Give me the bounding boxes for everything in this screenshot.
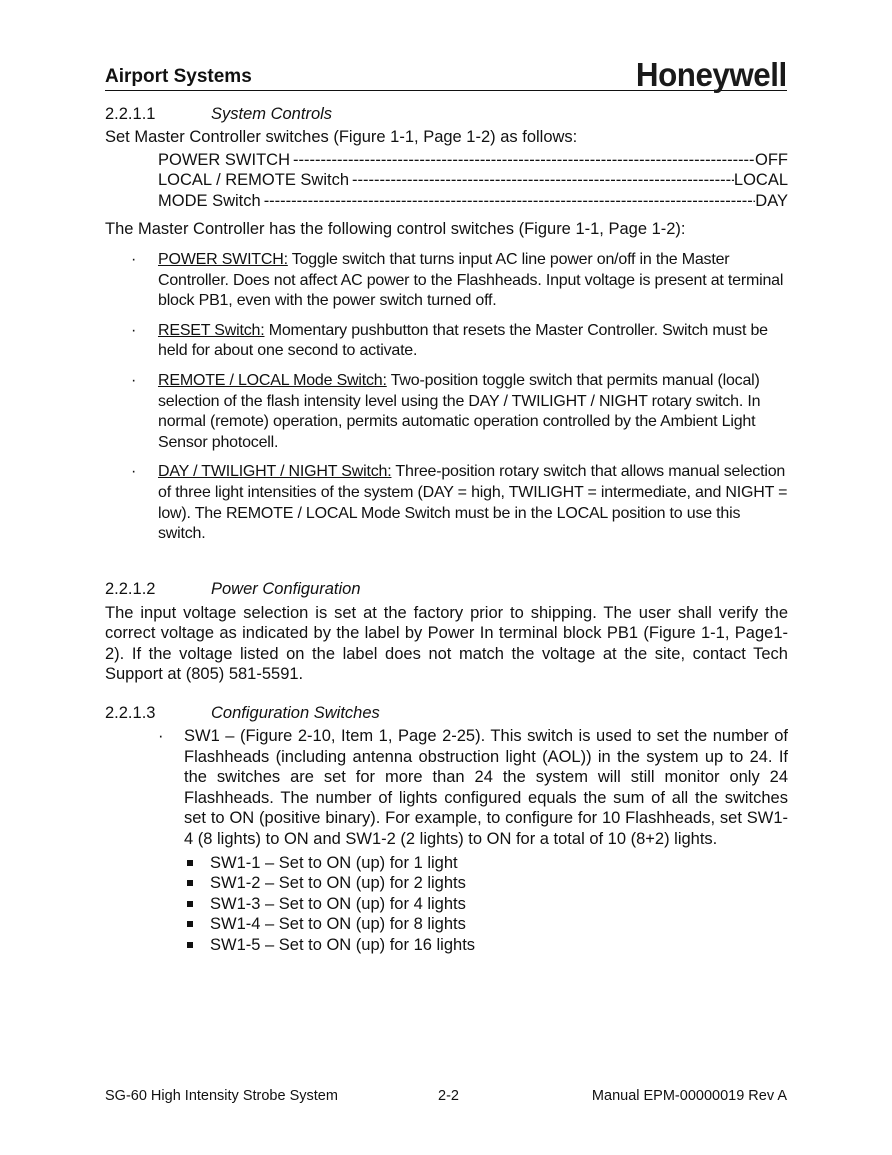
setting-value: OFF — [755, 150, 788, 169]
footer-product-name: SG-60 High Intensity Strobe System — [105, 1088, 338, 1104]
list-item-remote-local-switch — [105, 371, 788, 453]
setting-mode-switch — [158, 191, 788, 212]
square-bullet-icon — [187, 901, 193, 907]
heading-number: 2.2.1.2 — [105, 579, 156, 598]
control-switch-list — [105, 250, 788, 545]
item-term: REMOTE / LOCAL Mode Switch: — [158, 371, 387, 389]
sw1-settings-list — [105, 853, 788, 956]
square-bullet-icon — [187, 860, 193, 866]
sw1-text: SW1 – (Figure 2-10, Item 1, Page 2-25). This switch is used to set the number of Flashheads (including antenna obstruction light (AOL)) in the system up to 24. If the switches are set for more than 24 the system will still monitor only 24 Flashheads. The number of lights configured equals the sum of all the switches set to ON (positive binary). For example, to configure for 10 Flashheads, set SW1-4 (8 lights) to ON and SW1-2 (2 lights) to ON for a total of 10 (8+2) lights. — [184, 727, 788, 849]
square-bullet-icon — [187, 880, 193, 886]
heading-title: System Controls — [211, 105, 333, 123]
lead-paragraph: The Master Controller has the following control switches (Figure 1-1, Page 1-2): — [105, 220, 686, 239]
page-content — [105, 104, 788, 956]
heading-number: 2.2.1.1 — [105, 105, 156, 123]
bullet-dot: · — [131, 463, 137, 481]
bullet-dot: · — [131, 371, 137, 389]
bullet-dot: · — [158, 727, 164, 746]
leader-dashes — [261, 191, 756, 212]
item-term: DAY / TWILIGHT / NIGHT Switch: — [158, 463, 392, 481]
list-item-text: SW1-5 – Set to ON (up) for 16 lights — [210, 936, 476, 954]
footer-manual-id: Manual EPM-00000019 Rev A — [591, 1088, 787, 1104]
item-term: RESET Switch: — [158, 321, 265, 339]
setting-label: POWER SWITCH — [158, 150, 290, 169]
heading-configuration-switches — [105, 703, 788, 725]
list-item-text: SW1-2 – Set to ON (up) for 2 lights — [210, 874, 466, 893]
setting-value: DAY — [755, 191, 788, 210]
footer-page-number: 2-2 — [438, 1088, 459, 1104]
list-item — [184, 894, 788, 915]
power-configuration-paragraph: The input voltage selection is set at the factory prior to shipping. The user shall verify the correct voltage as indicated by the label by Power In terminal block PB1 (Figure 1-1, Page1-2). If the voltage listed on the label does not match the voltage at the site, contact Tech Support at (805) 581-5591. — [105, 603, 788, 684]
item-text: Toggle switch that turns input AC line power on/off in the Master Controller. Does not affect AC power to the Flashheads. Input voltage is present at terminal block PB1, even with the power switch turned off. — [158, 250, 784, 310]
intro-paragraph: Set Master Controller switches (Figure 1-1, Page 1-2) as follows: — [105, 128, 578, 146]
leader-dashes — [349, 170, 734, 191]
list-item-text: SW1-3 – Set to ON (up) for 4 lights — [210, 894, 466, 913]
item-text: Two-position toggle switch that permits manual (local) selection of the flash intensity level using the DAY / TWILIGHT / NIGHT rotary switch. In normal (remote) operation, permits automatic operation controlled by the Ambient Light Sensor photocell. — [158, 371, 761, 451]
list-item — [184, 914, 788, 935]
section-title: Airport Systems — [105, 66, 252, 88]
setting-label: MODE Switch — [158, 191, 261, 210]
list-item-reset-switch — [105, 321, 788, 362]
square-bullet-icon — [187, 921, 193, 927]
heading-number: 2.2.1.3 — [105, 704, 156, 723]
square-bullet-icon — [187, 942, 193, 948]
list-item-power-switch — [105, 250, 788, 312]
heading-title: Power Configuration — [211, 579, 361, 598]
item-term: POWER SWITCH: — [158, 250, 288, 268]
list-item-text: SW1-4 – Set to ON (up) for 8 lights — [210, 915, 466, 934]
heading-system-controls — [105, 104, 788, 126]
list-item — [184, 853, 788, 874]
item-text: Momentary pushbutton that resets the Master Controller. Switch must be held for about one second to activate. — [158, 321, 768, 360]
setting-label: LOCAL / REMOTE Switch — [158, 171, 350, 190]
setting-power-switch — [158, 150, 788, 171]
list-item — [184, 935, 788, 956]
page-header — [105, 50, 787, 94]
setting-value: LOCAL — [733, 171, 788, 190]
sw1-description — [105, 726, 788, 850]
list-item — [184, 873, 788, 894]
heading-title: Configuration Switches — [211, 704, 380, 723]
list-item-day-twilight-night-switch — [105, 462, 788, 544]
bullet-dot: · — [131, 250, 137, 268]
list-item-text: SW1-1 – Set to ON (up) for 1 light — [210, 853, 458, 872]
honeywell-logo: Honeywell — [636, 56, 787, 94]
heading-power-configuration — [105, 579, 788, 601]
leader-dashes — [290, 150, 755, 171]
setting-local-remote-switch — [158, 170, 788, 191]
item-text: Three-position rotary switch that allows manual selection of three light intensities of the system (DAY = high, TWILIGHT = intermediate, and NIGHT = low). The REMOTE / LOCAL Mode Switch must be in the LOCAL position to use this switch. — [158, 463, 788, 543]
switch-settings — [158, 150, 788, 212]
bullet-dot: · — [131, 321, 137, 339]
